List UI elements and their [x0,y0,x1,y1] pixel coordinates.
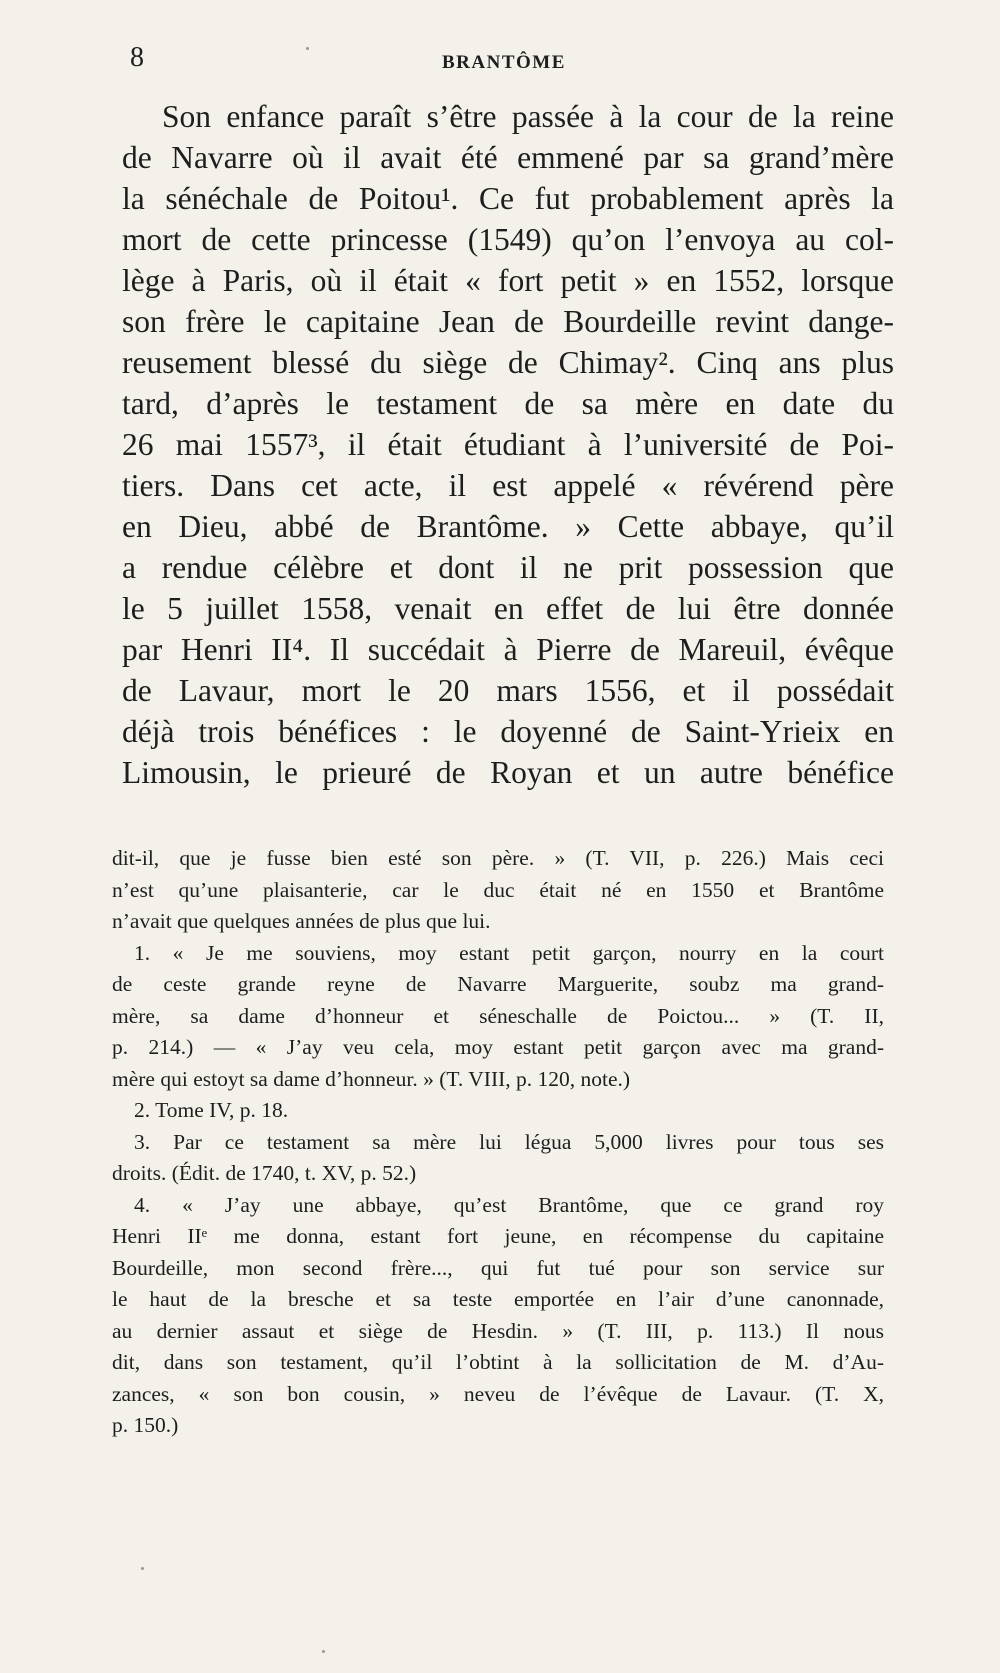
footnote-line: dit-il, que je fusse bien esté son père. » (T. VII, p. 226.) Mais ceci [112,846,884,870]
footnotes [112,843,884,1442]
body-line: mort de cette princesse (1549) qu’on l’envoya au col- [122,222,894,257]
body-line: tiers. Dans cet acte, il est appelé « révérend père [122,468,894,503]
body-line: tard, d’après le testament de sa mère en date du [122,386,894,421]
footnote-line: 3. Par ce testament sa mère lui légua 5,000 livres pour tous ses [134,1129,884,1154]
body-line: 26 mai 1557³, il était étudiant à l’université de Poi- [122,427,894,462]
body-line: Son enfance paraît s’être passée à la cour de la reine [162,99,894,134]
footnote-line: le haut de la bresche et sa teste emportée en l’air d’une canonnade, [112,1287,884,1311]
body-line: de Lavaur, mort le 20 mars 1556, et il possédait [122,673,894,708]
body-line: en Dieu, abbé de Brantôme. » Cette abbaye, qu’il [122,509,894,544]
footnote-line: Bourdeille, mon second frère..., qui fut tué pour son service sur [112,1255,884,1280]
footnote-line: 1. « Je me souviens, moy estant petit garçon, nourry en la court [134,940,884,965]
body-line: son frère le capitaine Jean de Bourdeille revint dange- [122,304,894,339]
running-head: BRANTÔME [442,52,566,73]
footnote-line: 4. « J’ay une abbaye, qu’est Brantôme, que ce grand roy [134,1192,884,1217]
body-line: le 5 juillet 1558, venait en effet de lui être donnée [122,591,894,626]
main-text [122,96,894,793]
body-line: la sénéchale de Poitou¹. Ce fut probablement après la [122,181,894,216]
paper-speck [322,1650,325,1653]
footnote-line: mère qui estoyt sa dame d’honneur. » (T. VIII, p. 120, note.) [112,1066,631,1091]
body-line: lège à Paris, où il était « fort petit » en 1552, lorsque [122,263,894,298]
footnote-line: mère, sa dame d’honneur et séneschalle de Poictou... » (T. II, [112,1003,884,1028]
footnote-line: droits. (Édit. de 1740, t. XV, p. 52.) [112,1161,417,1185]
footnote-line: au dernier assaut et siège de Hesdin. » (T. III, p. 113.) Il nous [112,1318,884,1343]
body-line: déjà trois bénéfices : le doyenné de Saint-Yrieix en [122,714,894,749]
footnote-line: 2. Tome IV, p. 18. [134,1098,289,1122]
footnote-line: n’est qu’une plaisanterie, car le duc était né en 1550 et Brantôme [112,877,884,902]
body-line: par Henri II⁴. Il succédait à Pierre de Mareuil, évêque [122,632,894,667]
footnote-line: dit, dans son testament, qu’il l’obtint à la sollicitation de M. d’Au- [112,1350,884,1374]
paper-speck [306,47,309,50]
footnote-line: Henri IIᵉ me donna, estant fort jeune, en récompense du capitaine [112,1224,884,1248]
footnote-line: n’avait que quelques années de plus que lui. [112,909,491,933]
body-line: de Navarre où il avait été emmené par sa grand’mère [122,140,894,175]
footnote-line: de ceste grande reyne de Navarre Marguerite, soubz ma grand- [112,972,884,996]
paper-speck [141,1567,144,1570]
footnote-line: zances, « son bon cousin, » neveu de l’évêque de Lavaur. (T. X, [112,1381,884,1406]
page-header [122,38,902,78]
body-line: reusement blessé du siège de Chimay². Cinq ans plus [122,345,894,380]
footnote-line: p. 214.) — « J’ay veu cela, moy estant petit garçon avec ma grand- [112,1035,884,1059]
footnote-line: p. 150.) [112,1413,179,1437]
body-line: a rendue célèbre et dont il ne prit possession que [122,550,894,585]
body-line: Limousin, le prieuré de Royan et un autre bénéfice [122,755,894,790]
page-number: 8 [130,42,144,73]
